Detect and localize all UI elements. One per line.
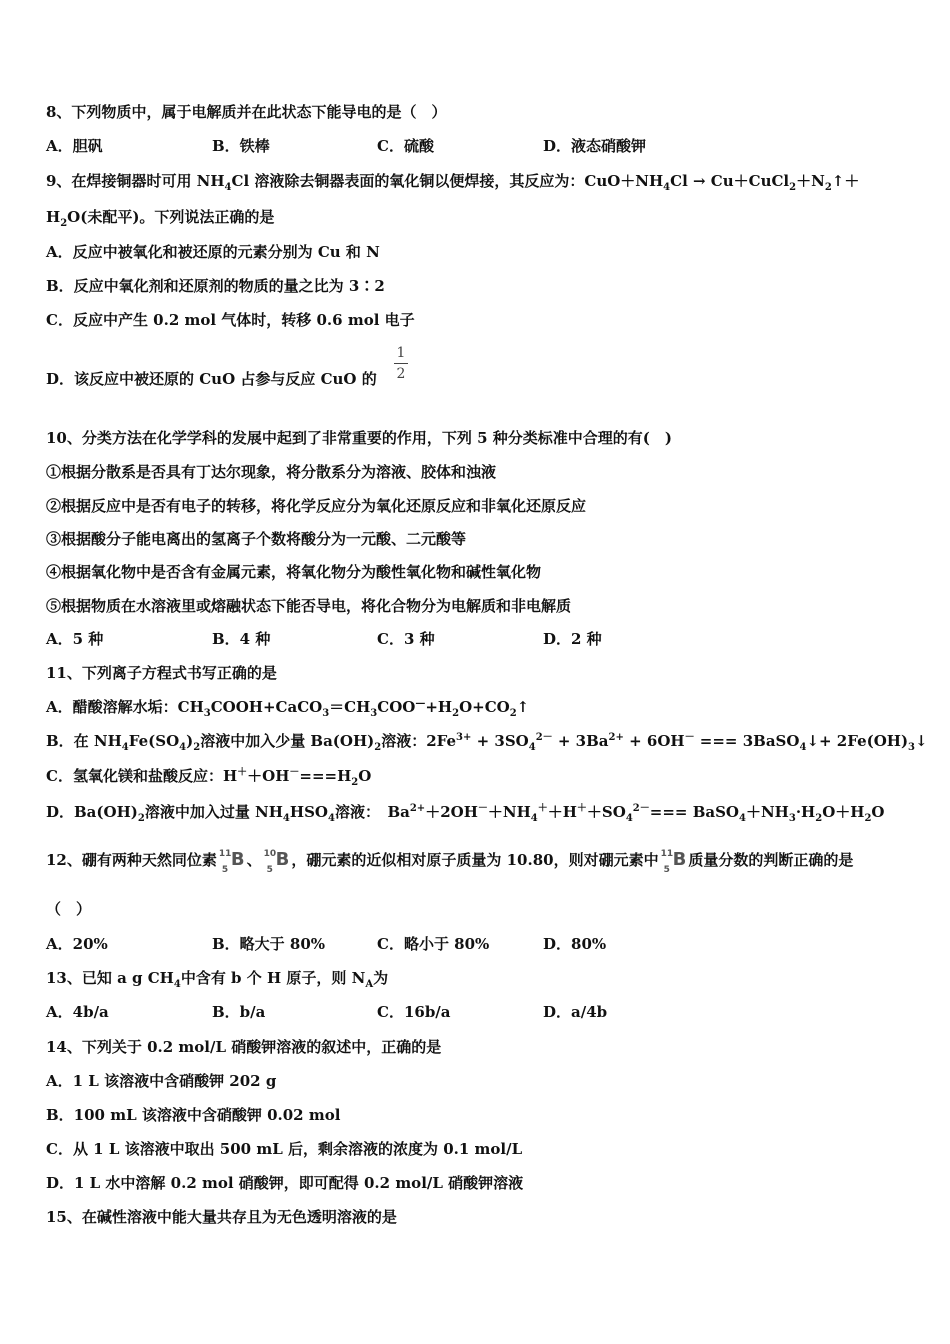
- q9-fraction: [394, 344, 408, 383]
- boron-11-isotope-ref: 11 5 B: [660, 849, 687, 875]
- q8-option-d: D．液态硝酸钾: [543, 137, 647, 155]
- q9-option-c: C．反应中产生 0.2 mol 气体时，转移 0.6 mol 电子: [46, 311, 415, 329]
- q12-option-d: D．80%: [543, 935, 607, 953]
- boron-10-isotope: 10 5 B: [263, 849, 290, 875]
- q11-stem: 11、下列离子方程式书写正确的是: [46, 664, 277, 682]
- fraction-bar: [394, 363, 408, 364]
- q13-option-d: D．a/4b: [543, 1003, 608, 1021]
- fraction-numerator: 1: [396, 345, 406, 361]
- q11-option-c: C．氢氧化镁和盐酸反应：$H^++OH^-===H_2O$: [46, 767, 372, 788]
- q12-option-b: B．略大于 80%: [212, 935, 326, 953]
- boron-11-isotope: 11 5 B: [218, 849, 245, 875]
- q10-item-1: ①根据分散系是否具有丁达尔现象，将分散系分为溶液、胶体和浊液: [46, 463, 497, 481]
- q8-stem: 8、下列物质中，属于电解质并在此状态下能导电的是（ ）: [46, 103, 447, 121]
- q12-option-c: C．略小于 80%: [377, 935, 490, 953]
- q14-option-d: D．1 L 水中溶解 0.2 mol 硝酸钾，即可配得 0.2 mol/L 硝酸钾溶液: [46, 1174, 524, 1192]
- q13-option-c: C．16b/a: [377, 1003, 451, 1021]
- q9-stem-line1: 9、在焊接铜器时可用 $NH_4Cl$ 溶液除去铜器表面的氧化铜以便焊接，其反应为：$CuO+NH_4Cl$ → $Cu+CuCl_2+N_2↑+$: [46, 172, 860, 193]
- q10-item-3: ③根据酸分子能电离出的氢离子个数将酸分为一元酸、二元酸等: [46, 530, 467, 548]
- q11-option-d: D．$Ba(OH)_2$溶液中加入过量 $NH_4HSO_4$溶液： $Ba^{2+}+2OH^-+NH_4^++H^++SO_4^{2-}===$ $BaSO_4+NH_3\cdot H_2O+H_2O$: [46, 803, 885, 824]
- q10-option-a: A．5 种: [46, 630, 104, 648]
- q12-paren: （ ）: [46, 900, 92, 918]
- q15-stem: 15、在碱性溶液中能大量共存且为无色透明溶液的是: [46, 1208, 397, 1226]
- q12-stem: 12、硼有两种天然同位素 11 5 B 、 10 5 B ，硼元素的近似相对原子质量为 10.80，则对硼元素中 11 5 B 质量分数的判断正确的是: [46, 849, 854, 875]
- q10-item-4: ④根据氧化物中是否含有金属元素，将氧化物分为酸性氧化物和碱性氧化物: [46, 563, 542, 581]
- q8-option-b: B．铁棒: [212, 137, 270, 155]
- q13-stem: 13、已知 a g $CH_4$中含有 b 个 H 原子，则 $N_A$为: [46, 969, 389, 990]
- q10-option-c: C．3 种: [377, 630, 435, 648]
- q10-item-2: ②根据反应中是否有电子的转移，将化学反应分为氧化还原反应和非氧化还原反应: [46, 497, 587, 515]
- q9-option-d: D．该反应中被还原的 CuO 占参与反应 CuO 的: [46, 370, 377, 388]
- q14-option-a: A．1 L 该溶液中含硝酸钾 202 g: [46, 1072, 277, 1090]
- q14-stem: 14、下列关于 0.2 mol/L 硝酸钾溶液的叙述中，正确的是: [46, 1038, 442, 1056]
- q13-option-a: A．4b/a: [46, 1003, 109, 1021]
- q9-stem-line2: $H_2O$(未配平)。下列说法正确的是: [46, 208, 275, 229]
- q10-stem: 10、分类方法在化学学科的发展中起到了非常重要的作用，下列 5 种分类标准中合理的有( ): [46, 429, 672, 447]
- q10-option-d: D．2 种: [543, 630, 602, 648]
- q8-option-c: C．硫酸: [377, 137, 434, 155]
- q11-option-a: A．醋酸溶解水垢：$CH_3COOH+CaCO_3=CH_3COO^—+H_2O+CO_2↑$: [46, 698, 530, 719]
- q10-option-b: B．4 种: [212, 630, 271, 648]
- q13-option-b: B．b/a: [212, 1003, 266, 1021]
- q11-option-b: B．在 $NH_4Fe(SO_4)_2$溶液中加入少量 $Ba(OH)_2$溶液：$2Fe^{3+} + 3SO_4^{2-} + 3Ba^{2+} + 6OH^-$ === 3BaSO$_4$↓+ $2Fe(OH)_3↓$: [46, 732, 928, 753]
- q10-item-5: ⑤根据物质在水溶液里或熔融状态下能否导电，将化合物分为电解质和非电解质: [46, 597, 572, 615]
- q8-option-a: A．胆矾: [46, 137, 103, 155]
- q14-option-b: B．100 mL 该溶液中含硝酸钾 0.02 mol: [46, 1106, 341, 1124]
- q14-option-c: C．从 1 L 该溶液中取出 500 mL 后，剩余溶液的浓度为 0.1 mol/L: [46, 1140, 523, 1158]
- q12-option-a: A．20%: [46, 935, 108, 953]
- q9-option-b: B．反应中氧化剂和还原剂的物质的量之比为 3∶2: [46, 277, 385, 295]
- q9-option-a: A．反应中被氧化和被还原的元素分别为 Cu 和 N: [46, 243, 380, 261]
- fraction-denominator: 2: [396, 366, 406, 382]
